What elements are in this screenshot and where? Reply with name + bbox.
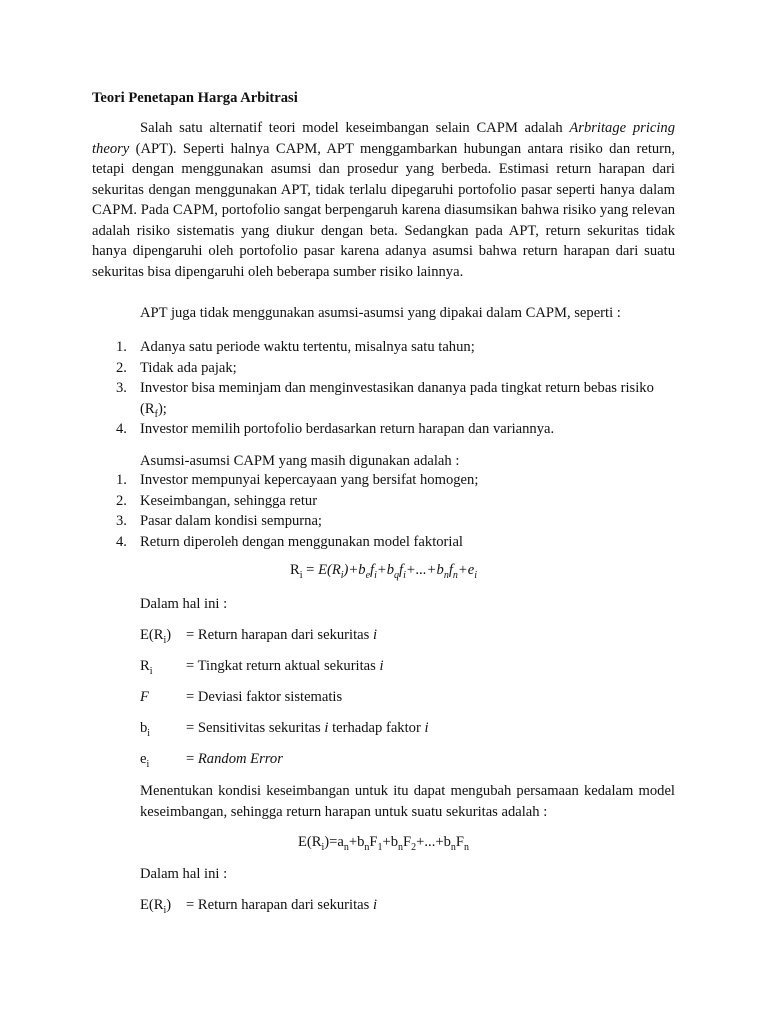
list-item: 4. Investor memilih portofolio berdasarkan return harapan dan variannya. (116, 421, 555, 437)
list-apt-assumptions (116, 337, 676, 440)
intro-text-a: Salah satu alternatif teori model keseimbangan selain CAPM adalah (140, 120, 570, 136)
definition-sensitivity: $b_i$ = Sensitivitas sekuritas i terhadap faktor i (140, 720, 429, 739)
list-item: 2. Tidak ada pajak; (116, 359, 237, 376)
definition-expected-return-2: $E(R_i)$ = Return harapan dari sekuritas i (140, 897, 378, 916)
equation-equilibrium: $E(R_i)=a_n+b_nF_1+b_nF_2+...+b_nF_n$ (297, 834, 469, 853)
definition-random-error: $e_i$ = Random Error (140, 751, 283, 770)
label-dalam-hal-ini: Dalam hal ini : (140, 596, 228, 612)
definition-factor-deviation: F = Deviasi faktor sistematis (140, 689, 343, 705)
list-item: 3. Investor bisa meminjam dan menginvestasikan dananya pada tingkat return bebas risiko $(R_f)$; (116, 380, 654, 420)
document-title: Teori Penetapan Harga Arbitrasi (92, 90, 298, 106)
paragraph-apt: APT juga tidak menggunakan asumsi-asumsi yang dipakai dalam CAPM, seperti : (140, 305, 621, 321)
equation-factor-model: $R_i = E(R_i)+b_ef_i+b_qf_i+...+b_nf_n+e_i$ (290, 562, 477, 581)
list-capm-assumptions (116, 470, 676, 552)
paragraph-equilibrium: Menentukan kondisi keseimbangan untuk itu dapat mengubah persamaan kedalam model keseimbangan, sehingga return harapan untuk suatu sekuritas adalah : (140, 783, 675, 820)
intro-text-italic: Arbritage pricing theory (92, 120, 675, 157)
list-item: 2. Keseimbangan, sehingga retur (116, 492, 318, 509)
list-item: 3. Pasar dalam kondisi sempurna; (116, 513, 322, 529)
intro-text-c: (APT). Seperti halnya CAPM, APT menggambarkan hubungan antara risiko dan return, tetapi dengan menggunakan asumsi dan prosedur yang berbeda. Estimasi return harapan dari sekuritas dengan menggunakan APT, tidak terlalu dipegaruhi portofolio pasar seperti hanya dalam CAPM. Pada CAPM, portofolio sangat berpengaruh karena diasumsikan bahwa risiko yang relevan adalah risiko sistematis yang diukur dengan beta. Sedangkan pada APT, return sekuritas tidak hanya dipengaruhi oleh portofolio pasar karena adanya asumsi bahwa return harapan dari suatu sekuritas bisa dipengaruhi oleh beberapa sumber risiko lainnya. (92, 140, 675, 280)
paragraph-capm: Asumsi-asumsi CAPM yang masih digunakan adalah : (140, 453, 460, 469)
list-item: 4. Return diperoleh dengan menggunakan model faktorial (116, 533, 463, 550)
list-item: 1. Adanya satu periode waktu tertentu, misalnya satu tahun; (116, 339, 475, 355)
list-item: 1. Investor mempunyai kepercayaan yang bersifat homogen; (116, 472, 479, 488)
definition-expected-return: $E(R_i)$ = Return harapan dari sekuritas i (140, 627, 378, 646)
definition-actual-return: $R_i$ = Tingkat return aktual sekuritas i (140, 658, 384, 677)
label-dalam-hal-ini-2: Dalam hal ini : (140, 866, 228, 882)
paragraph-intro (92, 118, 675, 282)
